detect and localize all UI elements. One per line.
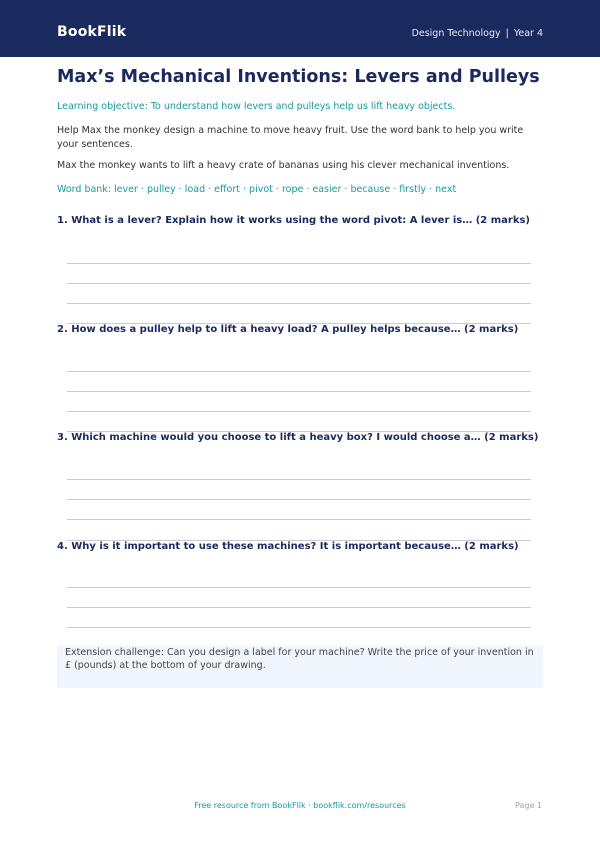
answer-line[interactable] <box>67 587 531 588</box>
question-4: 4. Why is it important to use these machines? It is important because… (2 marks) <box>57 541 519 552</box>
answer-line[interactable] <box>67 391 531 392</box>
answer-line[interactable] <box>67 283 531 284</box>
answer-line[interactable] <box>67 371 531 372</box>
page-number: Page 1 <box>515 801 542 810</box>
header-meta <box>412 28 543 39</box>
question-2: 2. How does a pulley help to lift a heavy load? A pulley helps because… (2 marks) <box>57 324 519 335</box>
footer-text: Free resource from BookFlik · bookflik.com/resources <box>194 801 406 810</box>
answer-line[interactable] <box>67 519 531 520</box>
extension-challenge: Extension challenge: Can you design a label for your machine? Write the price of your invention in £ (pounds) at the bottom of your drawing. <box>57 646 543 688</box>
intro-text: Help Max the monkey design a machine to move heavy fruit. Use the word bank to help you write your sentences. <box>57 125 524 150</box>
year-label: Year 4 <box>513 28 543 39</box>
question-3: 3. Which machine would you choose to lift a heavy box? I would choose a… (2 marks) <box>57 432 539 443</box>
answer-line[interactable] <box>67 479 531 480</box>
question-1: 1. What is a lever? Explain how it works using the word pivot: A lever is… (2 marks) <box>57 215 531 226</box>
answer-line[interactable] <box>67 607 531 608</box>
answer-line[interactable] <box>67 411 531 412</box>
subject-label: Design Technology <box>411 28 501 39</box>
answer-line[interactable] <box>67 263 531 264</box>
learning-objective: Learning objective: To understand how levers and pulleys help us lift heavy objects. <box>57 101 456 112</box>
answer-line[interactable] <box>67 499 531 500</box>
scenario-text: Max the monkey wants to lift a heavy crate of bananas using his clever mechanical inventions. <box>57 160 510 171</box>
word-bank: Word bank: lever · pulley · load · effort · pivot · rope · easier · because · firstly · next <box>57 184 457 195</box>
brand-logo: BookFlik <box>57 24 127 40</box>
header-separator: | <box>505 28 509 39</box>
page-title: Max’s Mechanical Inventions: Levers and Pulleys <box>57 67 540 87</box>
answer-line[interactable] <box>67 303 531 304</box>
answer-line[interactable] <box>67 627 531 628</box>
page-header <box>0 0 600 57</box>
